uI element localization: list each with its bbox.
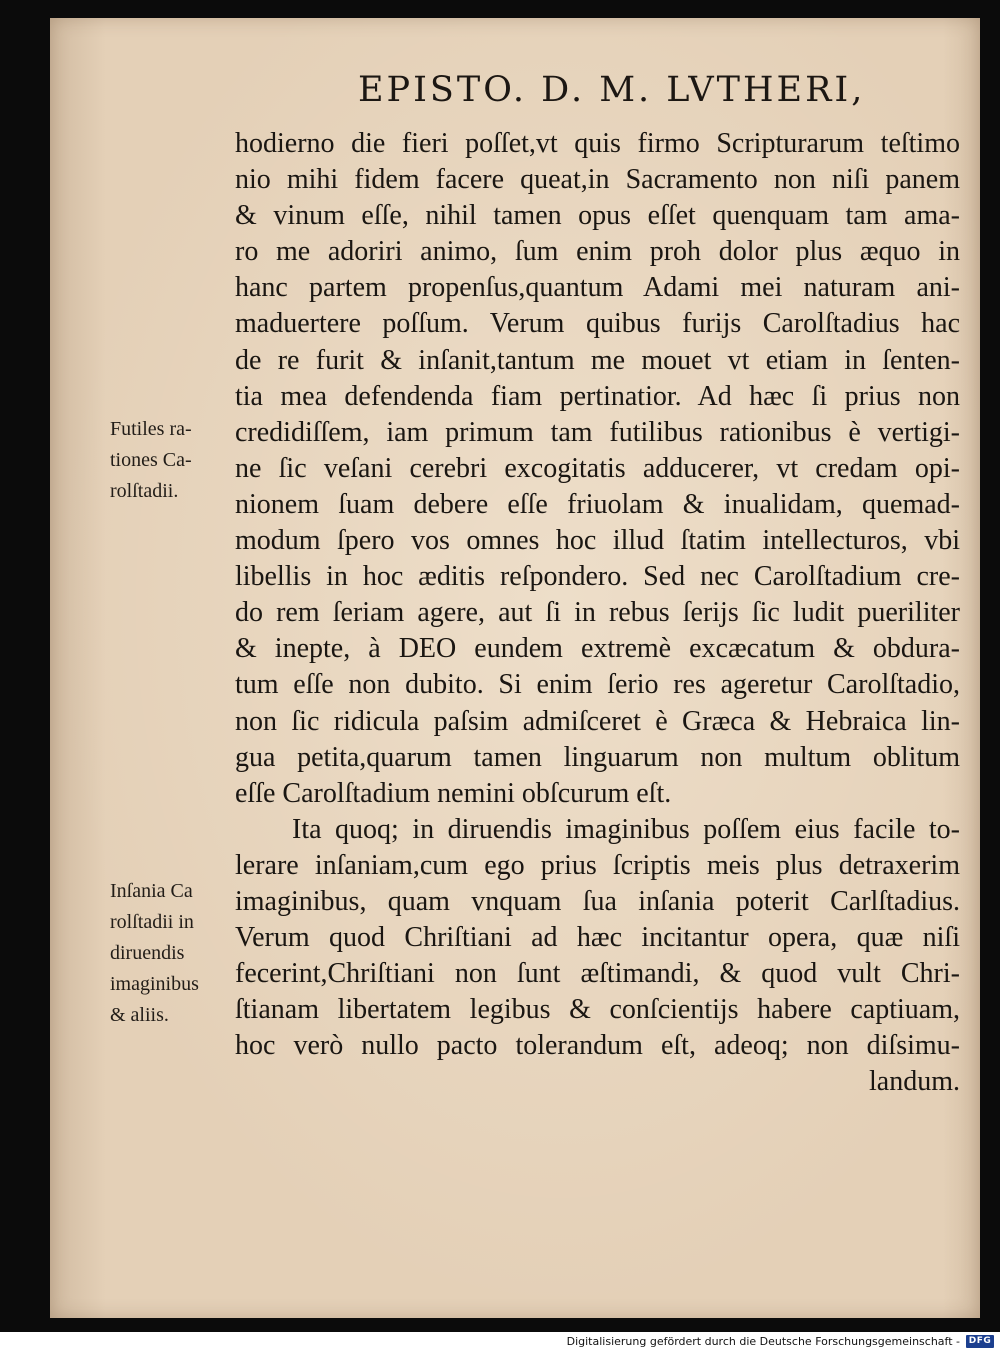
text-line: modum ſpero vos omnes hoc illud ſtatim intellecturos, vbi <box>235 525 960 557</box>
marginal-note-line: imaginibus <box>110 973 199 995</box>
marginal-note-line: Futiles ra- <box>110 418 192 440</box>
text-line: landum. <box>869 1066 960 1098</box>
marginal-note-line: tiones Ca- <box>110 449 192 471</box>
marginal-note-line: Inſania Ca <box>110 880 193 902</box>
text-line: nionem ſuam debere eſſe friuolam & inualidam, quemad- <box>235 488 960 520</box>
text-line: libellis in hoc æditis reſpondero. Sed nec Carolſtadium cre- <box>235 561 960 593</box>
marginal-note-line: rolſtadii. <box>110 480 179 502</box>
marginal-note-line: rolſtadii in <box>110 911 194 933</box>
text-line: ne ſic veſani cerebri excogitatis adducerer, vt credam opi- <box>235 452 960 484</box>
text-line: non ſic ridicula paſsim admiſceret è Græca & Hebraica lin- <box>235 705 960 737</box>
marginal-note-line: diruendis <box>110 942 185 964</box>
marginal-note-insania <box>110 876 235 1031</box>
text-line: ſtianam libertatem legibus & conſcientijs habere captiuam, <box>235 994 960 1026</box>
dfg-logo <box>966 1335 994 1348</box>
text-line: Ita quoq; in diruendis imaginibus poſſem eius facile to- <box>292 813 960 845</box>
text-line: & inepte, à DEO eundem extremè excæcatum & obdura- <box>235 633 960 665</box>
body-text <box>235 126 960 1101</box>
text-line: hoc verò nullo pacto tolerandum eſt, adeoq; non diſsimu- <box>235 1030 960 1062</box>
text-line: nio mihi fidem facere queat,in Sacramento non niſi panem <box>235 164 960 196</box>
text-line: maduertere poſſum. Verum quibus furijs Carolſtadius hac <box>235 308 960 340</box>
text-line: de re furit & inſanit,tantum me mouet vt etiam in ſenten- <box>235 344 960 376</box>
text-line: gua petita,quarum tamen linguarum non multum oblitum <box>235 741 960 773</box>
marginal-note-futiles <box>110 414 235 507</box>
running-head: EPISTO. D. M. LVTHERI, <box>358 70 866 110</box>
footer-bar <box>0 1332 1000 1352</box>
text-line: hodierno die fieri poſſet,vt quis firmo Scripturarum teſtimo <box>235 128 960 159</box>
text-line: hanc partem propenſus,quantum Adami mei naturam ani- <box>235 272 960 304</box>
funding-credit: Digitalisierung gefördert durch die Deutsche Forschungsgemeinschaft - <box>566 1335 960 1348</box>
marginal-note-line: & aliis. <box>110 1004 169 1026</box>
dfg-logo-text: DFG <box>968 1336 992 1346</box>
text-line: do rem ſeriam agere, aut ſi in rebus ſerijs ſic ludit pueriliter <box>235 597 960 629</box>
text-line: Verum quod Chriſtiani ad hæc incitantur opera, quæ niſi <box>235 922 960 954</box>
text-line: imaginibus, quam vnquam ſua inſania poterit Carlſtadius. <box>235 885 960 917</box>
text-line: tia mea defendenda fiam pertinatior. Ad hæc ſi prius non <box>235 380 960 412</box>
book-page <box>50 18 980 1318</box>
text-line: ro me adoriri animo, ſum enim proh dolor plus æquo in <box>235 236 960 268</box>
text-line: eſſe Carolſtadium nemini obſcurum eſt. <box>235 777 672 809</box>
text-line: lerare inſaniam,cum ego prius ſcriptis meis plus detraxerim <box>235 849 960 881</box>
text-line: & vinum eſſe, nihil tamen opus eſſet quenquam tam ama- <box>235 200 960 232</box>
text-line: tum eſſe non dubito. Si enim ſerio res ageretur Carolſtadio, <box>235 669 960 701</box>
text-line: credidiſſem, iam primum tam futilibus rationibus è vertigi- <box>235 416 960 448</box>
text-line: fecerint,Chriſtiani non ſunt æſtimandi, & quod vult Chri- <box>235 958 960 990</box>
